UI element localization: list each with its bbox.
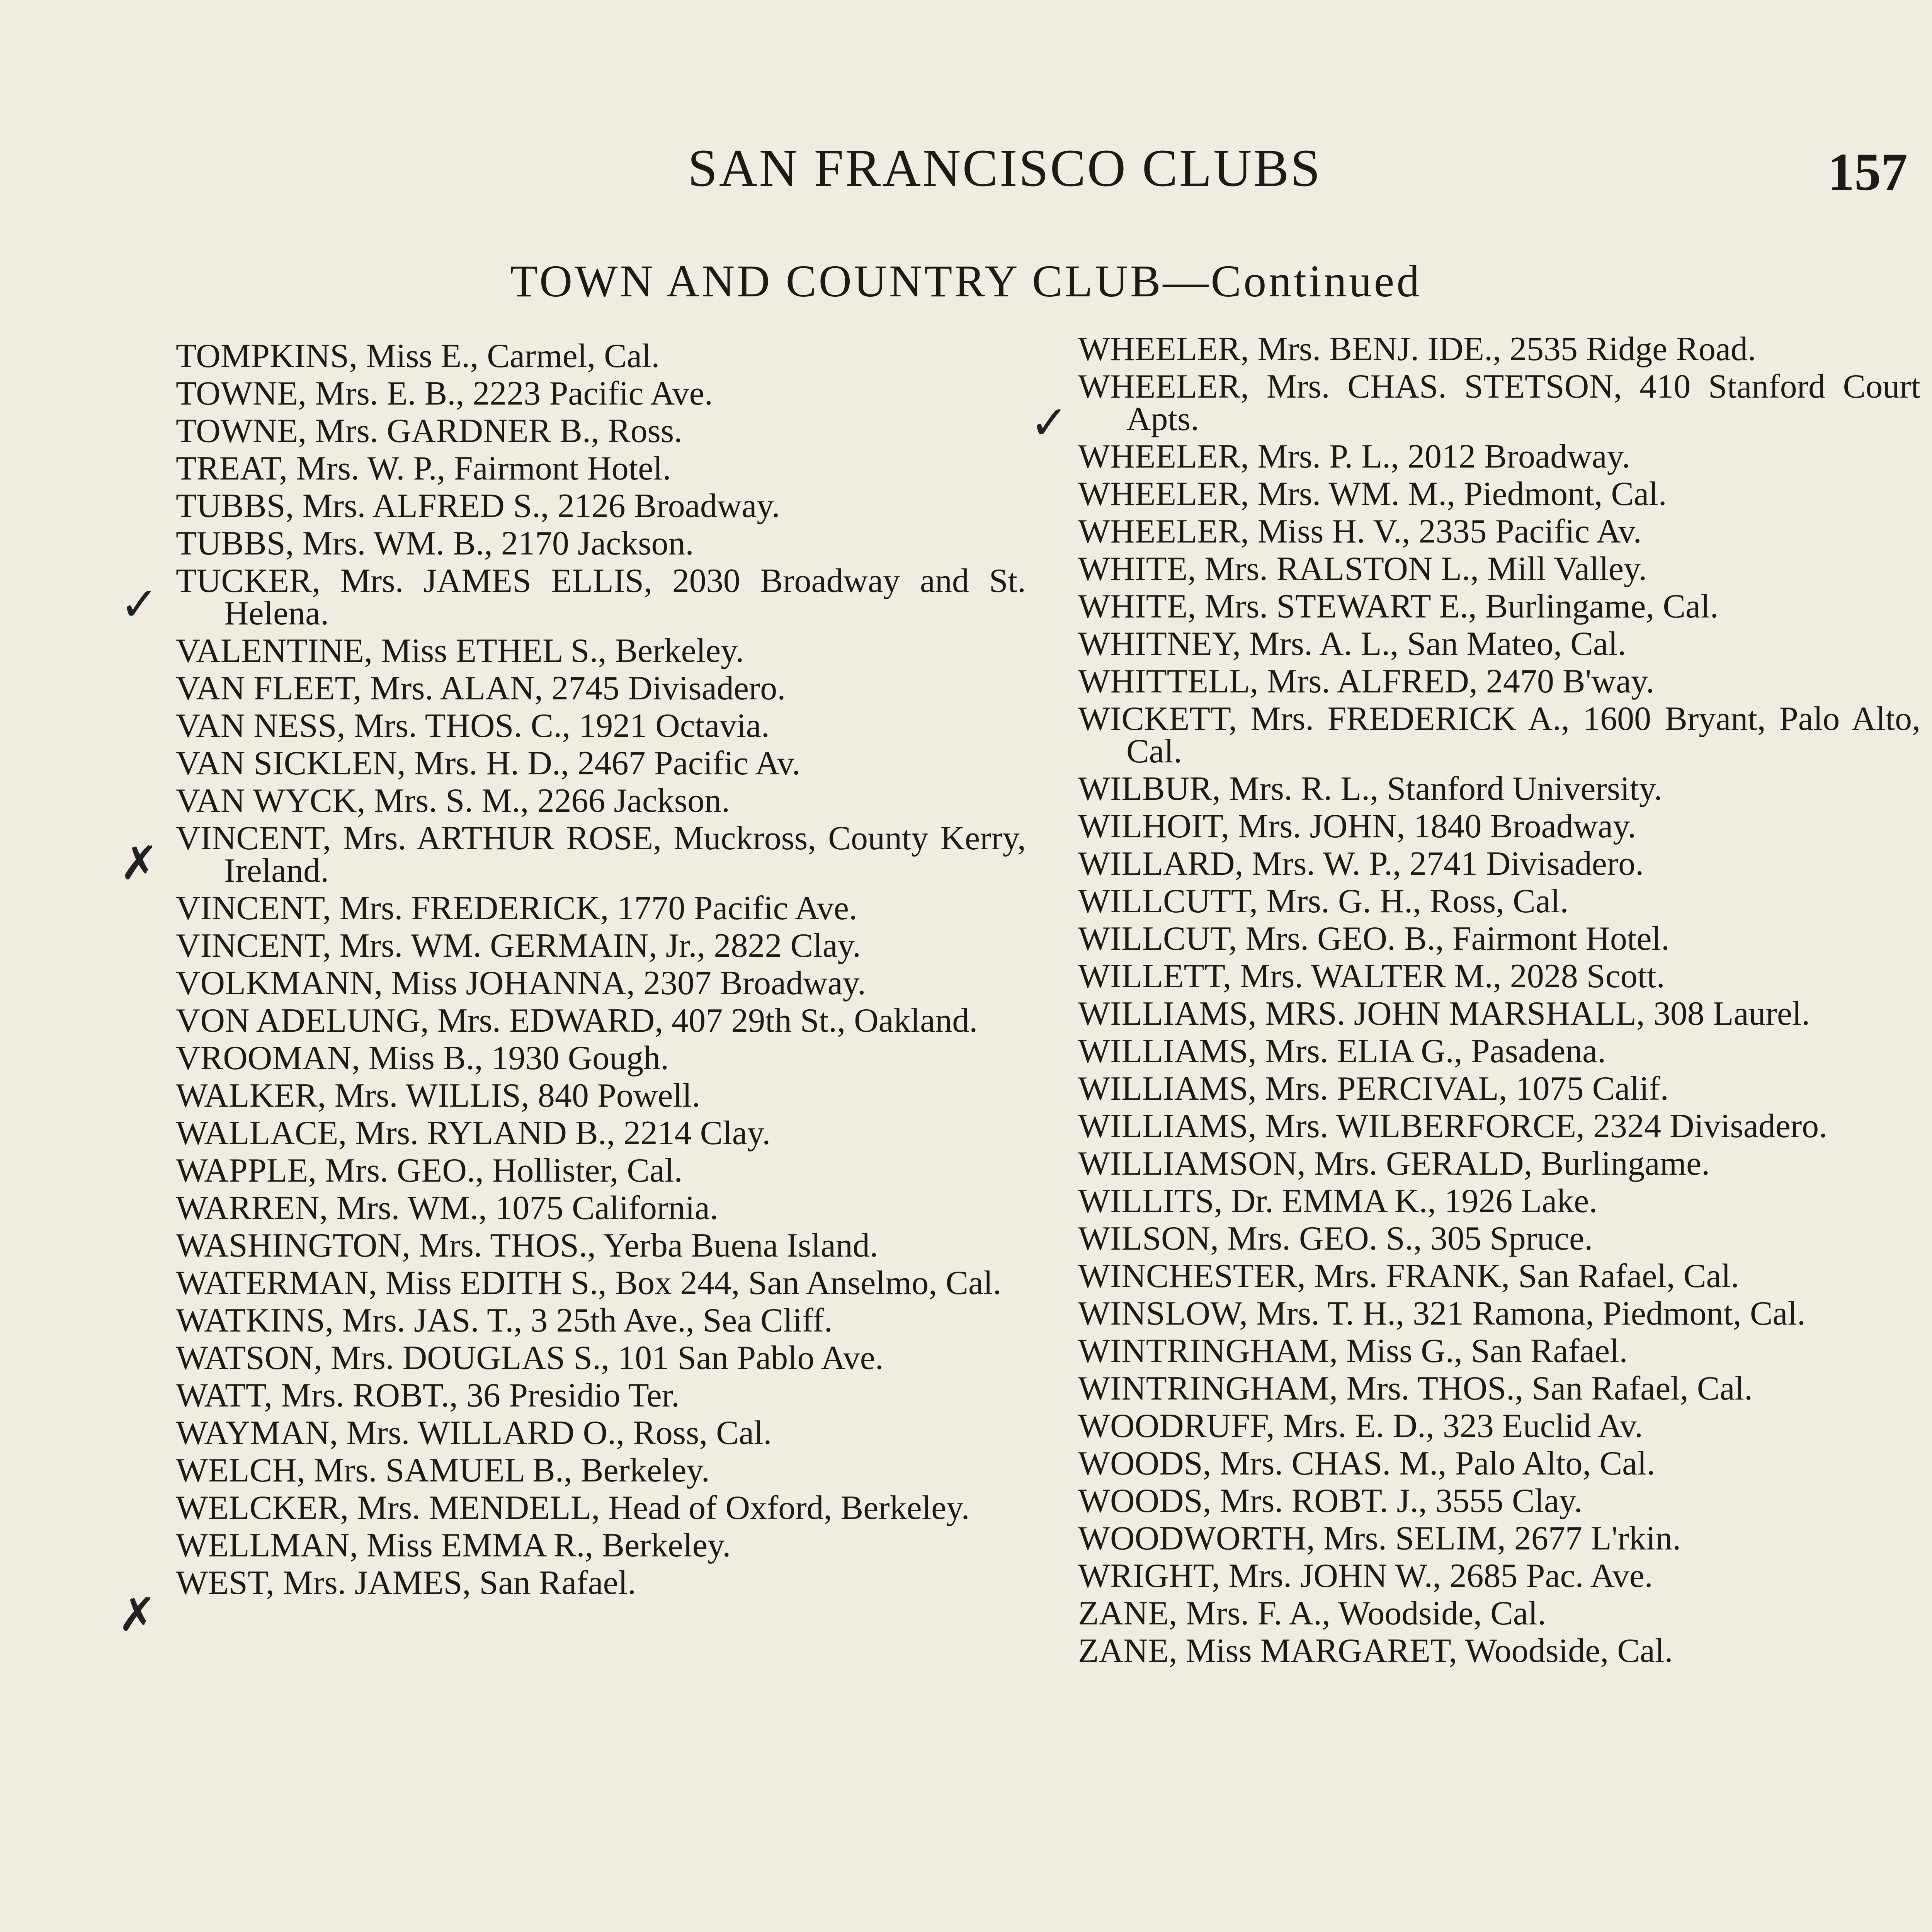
member-entry: TOMPKINS, Miss E., Carmel, Cal. (176, 337, 660, 375)
member-entry: TUBBS, Mrs. WM. B., 2170 Jackson. (176, 525, 694, 562)
member-entry: WILLIAMS, MRS. JOHN MARSHALL, 308 Laurel. (1078, 995, 1810, 1032)
member-entry: WELCH, Mrs. SAMUEL B., Berkeley. (176, 1452, 710, 1489)
member-entry: VOLKMANN, Miss JOHANNA, 2307 Broadway. (176, 964, 866, 1002)
member-entry: WILLARD, Mrs. W. P., 2741 Divisadero. (1078, 845, 1644, 883)
right-column (1078, 330, 1920, 1672)
left-column (176, 337, 1026, 1604)
member-entry: WHEELER, Mrs. BENJ. IDE., 2535 Ridge Road. (1078, 330, 1756, 368)
member-entry: WILBUR, Mrs. R. L., Stanford University. (1078, 770, 1663, 808)
member-entry: WATSON, Mrs. DOUGLAS S., 101 San Pablo Ave. (176, 1339, 884, 1377)
member-entry: WHEELER, Mrs. P. L., 2012 Broadway. (1078, 438, 1631, 475)
member-entry: WINSLOW, Mrs. T. H., 321 Ramona, Piedmont, Cal. (1078, 1295, 1806, 1332)
member-entry: VON ADELUNG, Mrs. EDWARD, 407 29th St., Oakland. (176, 1002, 978, 1039)
member-entry: WALKER, Mrs. WILLIS, 840 Powell. (176, 1077, 701, 1114)
member-entry: WARREN, Mrs. WM., 1075 California. (176, 1189, 718, 1227)
member-entry: WILLETT, Mrs. WALTER M., 2028 Scott. (1078, 957, 1665, 995)
page-number: 157 (1828, 142, 1908, 201)
member-entry: WALLACE, Mrs. RYLAND B., 2214 Clay. (176, 1114, 771, 1152)
member-entry: WRIGHT, Mrs. JOHN W., 2685 Pac. Ave. (1078, 1557, 1653, 1595)
member-entry: WATT, Mrs. ROBT., 36 Presidio Ter. (176, 1377, 680, 1414)
member-entry: WAYMAN, Mrs. WILLARD O., Ross, Cal. (176, 1414, 772, 1452)
member-entry: VAN WYCK, Mrs. S. M., 2266 Jackson. (176, 782, 730, 820)
member-entry: WHITE, Mrs. STEWART E., Burlingame, Cal. (1078, 588, 1719, 625)
member-entry: WOODRUFF, Mrs. E. D., 323 Euclid Av. (1078, 1407, 1643, 1445)
member-entry: VALENTINE, Miss ETHEL S., Berkeley. (176, 632, 744, 670)
member-entry: WHEELER, Mrs. WM. M., Piedmont, Cal. (1078, 475, 1667, 513)
member-entry: WINTRINGHAM, Mrs. THOS., San Rafael, Cal. (1078, 1370, 1753, 1407)
member-entry: TREAT, Mrs. W. P., Fairmont Hotel. (176, 450, 671, 487)
handwritten-x-mark-icon: ✗ (120, 837, 159, 890)
member-entry: WILHOIT, Mrs. JOHN, 1840 Broadway. (1078, 808, 1636, 845)
member-entry: VAN NESS, Mrs. THOS. C., 1921 Octavia. (176, 707, 770, 745)
member-entry: WATKINS, Mrs. JAS. T., 3 25th Ave., Sea Cliff. (176, 1302, 833, 1339)
member-entry: WILLIAMS, Mrs. WILBERFORCE, 2324 Divisadero. (1078, 1107, 1828, 1145)
member-entry: TOWNE, Mrs. GARDNER B., Ross. (176, 412, 683, 450)
member-entry: WINCHESTER, Mrs. FRANK, San Rafael, Cal. (1078, 1257, 1739, 1295)
member-entry: WASHINGTON, Mrs. THOS., Yerba Buena Island. (176, 1227, 878, 1264)
member-entry: VROOMAN, Miss B., 1930 Gough. (176, 1039, 669, 1077)
member-entry: VAN SICKLEN, Mrs. H. D., 2467 Pacific Av. (176, 745, 801, 782)
member-entry: WILLCUT, Mrs. GEO. B., Fairmont Hotel. (1078, 920, 1670, 957)
member-entry: WELLMAN, Miss EMMA R., Berkeley. (176, 1527, 731, 1564)
member-entry: WILLITS, Dr. EMMA K., 1926 Lake. (1078, 1182, 1598, 1220)
member-entry: WOODWORTH, Mrs. SELIM, 2677 L'rkin. (1078, 1520, 1681, 1557)
section-title: TOWN AND COUNTRY CLUB—Continued (510, 256, 1422, 306)
member-entry: WILLIAMS, Mrs. PERCIVAL, 1075 Calif. (1078, 1070, 1669, 1107)
handwritten-x-mark-icon: ✗ (118, 1588, 157, 1642)
member-entry: WHEELER, Miss H. V., 2335 Pacific Av. (1078, 513, 1642, 550)
member-entry: WILSON, Mrs. GEO. S., 305 Spruce. (1078, 1220, 1593, 1257)
member-entry: ZANE, Miss MARGARET, Woodside, Cal. (1078, 1632, 1673, 1670)
member-entry: WAPPLE, Mrs. GEO., Hollister, Cal. (176, 1152, 683, 1189)
handwritten-check-mark-icon: ✓ (120, 578, 159, 631)
member-entry: WHITE, Mrs. RALSTON L., Mill Valley. (1078, 550, 1647, 588)
member-entry: WILLCUTT, Mrs. G. H., Ross, Cal. (1078, 883, 1569, 920)
running-head: SAN FRANCISCO CLUBS (688, 138, 1322, 197)
member-entry: WOODS, Mrs. ROBT. J., 3555 Clay. (1078, 1482, 1583, 1520)
member-entry: TOWNE, Mrs. E. B., 2223 Pacific Ave. (176, 375, 713, 412)
member-entry: VINCENT, Mrs. WM. GERMAIN, Jr., 2822 Clay. (176, 927, 861, 964)
member-entry: WILLIAMSON, Mrs. GERALD, Burlingame. (1078, 1145, 1710, 1182)
member-entry: WOODS, Mrs. CHAS. M., Palo Alto, Cal. (1078, 1445, 1655, 1482)
member-entry: WATERMAN, Miss EDITH S., Box 244, San Anselmo, Cal. (176, 1264, 1002, 1302)
handwritten-check-mark-icon: ✓ (1030, 396, 1069, 450)
member-entry: WHITTELL, Mrs. ALFRED, 2470 B'way. (1078, 663, 1655, 700)
member-entry: WHITNEY, Mrs. A. L., San Mateo, Cal. (1078, 625, 1626, 663)
member-entry: WICKETT, Mrs. FREDERICK A., 1600 Bryant, Palo Alto, Cal. (1078, 700, 1920, 770)
member-entry: TUCKER, Mrs. JAMES ELLIS, 2030 Broadway and St. Helena. (176, 562, 1026, 632)
member-entry: WHEELER, Mrs. CHAS. STETSON, 410 Stanford Court Apts. (1078, 368, 1920, 438)
member-entry: WILLIAMS, Mrs. ELIA G., Pasadena. (1078, 1032, 1606, 1070)
member-entry: VINCENT, Mrs. ARTHUR ROSE, Muckross, County Kerry, Ireland. (176, 820, 1026, 889)
member-entry: TUBBS, Mrs. ALFRED S., 2126 Broadway. (176, 487, 780, 525)
member-entry: VAN FLEET, Mrs. ALAN, 2745 Divisadero. (176, 670, 786, 707)
member-entry: WEST, Mrs. JAMES, San Rafael. (176, 1564, 636, 1602)
member-entry: ZANE, Mrs. F. A., Woodside, Cal. (1078, 1595, 1546, 1632)
member-entry: VINCENT, Mrs. FREDERICK, 1770 Pacific Ave. (176, 889, 857, 927)
member-entry: WELCKER, Mrs. MENDELL, Head of Oxford, Berkeley. (176, 1489, 970, 1527)
member-entry: WINTRINGHAM, Miss G., San Rafael. (1078, 1332, 1628, 1370)
